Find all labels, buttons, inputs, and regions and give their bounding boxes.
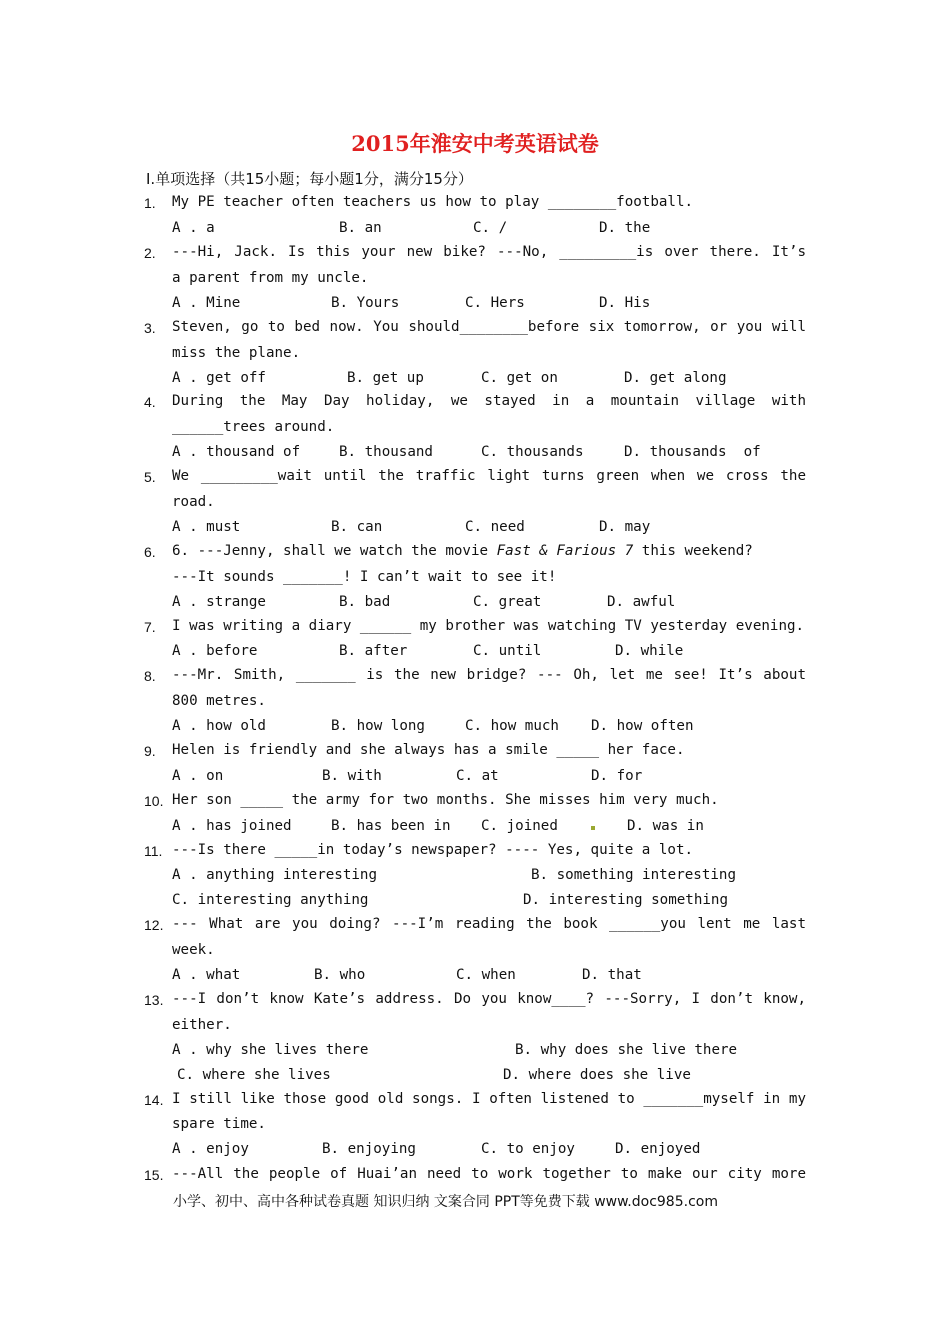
question-text: ---I don’t know Kate’s address. Do you know____? ---Sorry, I don’t know,: [172, 991, 806, 1007]
option-a: A . why she lives there: [172, 1042, 369, 1058]
option-b: B. how long: [331, 718, 425, 734]
option-b: B. with: [322, 768, 382, 784]
question-number: 9.: [144, 743, 156, 759]
option-c: C. where she lives: [177, 1067, 331, 1083]
option-d: D. awful: [607, 594, 676, 610]
question-text: a parent from my uncle.: [172, 270, 369, 286]
option-b: B. something interesting: [531, 867, 736, 883]
option-c: C. at: [456, 768, 499, 784]
question-text: 800 metres.: [172, 693, 266, 709]
question-number: 2.: [144, 245, 156, 261]
option-c: C. /: [473, 220, 508, 236]
question-text: --- What are you doing? ---I’m reading the book ______you lent me last: [172, 916, 806, 932]
option-d: D. may: [599, 519, 651, 535]
question-text: We _________wait until the traffic light turns green when we cross the: [172, 468, 806, 484]
option-c: C. get on: [481, 370, 558, 386]
option-a: A . before: [172, 643, 258, 659]
question-text: ---Hi, Jack. Is this your new bike? ---No, _________is over there. It’s: [172, 244, 806, 260]
question-number: 15.: [144, 1167, 164, 1183]
question-text: During the May Day holiday, we stayed in a mountain village with: [172, 393, 806, 409]
option-a: A . must: [172, 519, 241, 535]
question-text: I was writing a diary ______ my brother was watching TV yesterday evening.: [172, 618, 805, 634]
question-number: 1.: [144, 195, 156, 211]
question-text: I still like those good old songs. I often listened to _______myself in my: [172, 1091, 806, 1107]
option-b: B. get up: [347, 370, 424, 386]
option-a: A . strange: [172, 594, 266, 610]
option-c: C. how much: [465, 718, 559, 734]
question-text: Steven, go to bed now. You should________before six tomorrow, or you will: [172, 319, 806, 335]
question-text-part: 6. ---Jenny, shall we watch the movie: [172, 543, 497, 559]
page-title: 2015年淮安中考英语试卷: [351, 131, 599, 156]
option-c: C. when: [456, 967, 516, 983]
option-b: B. has been in: [331, 818, 451, 834]
option-a: A . has joined: [172, 818, 292, 834]
option-d: D. for: [591, 768, 643, 784]
option-c: C. joined: [481, 818, 558, 834]
option-a: A . enjoy: [172, 1141, 249, 1157]
option-a: A . get off: [172, 370, 266, 386]
option-d: D. enjoyed: [615, 1141, 701, 1157]
movie-title: Fast & Farious 7: [496, 543, 634, 559]
option-a: A . what: [172, 967, 241, 983]
question-number: 13.: [144, 992, 164, 1008]
question-text: ---It sounds _______! I can’t wait to see it!: [172, 569, 557, 585]
option-b: B. Yours: [331, 295, 400, 311]
question-text: week.: [172, 942, 215, 958]
option-b: B. bad: [339, 594, 391, 610]
option-d: D. His: [599, 295, 651, 311]
option-d: D. thousands of: [624, 444, 761, 460]
question-number: 6.: [144, 544, 156, 560]
option-a: A . on: [172, 768, 224, 784]
section-heading: Ⅰ.单项选择（共15小题；每小题1分，满分15分）: [146, 170, 473, 188]
option-d: D. how often: [591, 718, 694, 734]
question-text: My PE teacher often teachers us how to play ________football.: [172, 194, 694, 210]
option-c: C. great: [473, 594, 542, 610]
question-text: [172, 543, 806, 559]
question-text: ______trees around.: [172, 419, 335, 435]
question-text: road.: [172, 494, 215, 510]
option-b: B. why does she live there: [515, 1042, 738, 1058]
question-text: ---Is there _____in today’s newspaper? ---- Yes, quite a lot.: [172, 842, 694, 858]
option-b: B. after: [339, 643, 408, 659]
option-d: D. the: [599, 220, 651, 236]
option-b: B. can: [331, 519, 383, 535]
option-c: C. to enjoy: [481, 1141, 575, 1157]
option-a: A . a: [172, 220, 215, 236]
option-a: A . Mine: [172, 295, 241, 311]
option-a: A . how old: [172, 718, 266, 734]
question-text: Her son _____ the army for two months. She misses him very much.: [172, 792, 719, 808]
option-d: D. where does she live: [503, 1067, 691, 1083]
question-number: 3.: [144, 320, 156, 336]
option-c: C. until: [473, 643, 542, 659]
option-d: D. get along: [624, 370, 727, 386]
question-text: ---All the people of Huai’an need to work together to make our city more: [172, 1166, 806, 1182]
question-number: 4.: [144, 394, 156, 410]
option-b: B. who: [314, 967, 366, 983]
question-text-part: this weekend?: [633, 543, 753, 559]
question-number: 14.: [144, 1092, 164, 1108]
question-text: Helen is friendly and she always has a smile _____ her face.: [172, 742, 685, 758]
question-text: either.: [172, 1017, 232, 1033]
option-d: D. that: [582, 967, 642, 983]
option-c: C. Hers: [465, 295, 525, 311]
option-a: A . anything interesting: [172, 867, 377, 883]
option-a: A . thousand of: [172, 444, 301, 460]
option-b: B. thousand: [339, 444, 433, 460]
question-number: 8.: [144, 668, 156, 684]
question-number: 7.: [144, 619, 156, 635]
question-text: miss the plane.: [172, 345, 301, 361]
option-b: B. an: [339, 220, 382, 236]
question-number: 5.: [144, 469, 156, 485]
option-c: C. thousands: [481, 444, 584, 460]
option-d: D. was in: [627, 818, 704, 834]
question-text: ---Mr. Smith, _______ is the new bridge? --- Oh, let me see! It’s about: [172, 667, 806, 683]
question-number: 11.: [144, 843, 163, 859]
question-text: spare time.: [172, 1116, 266, 1132]
option-d: D. interesting something: [523, 892, 728, 908]
stray-dot: [591, 826, 595, 830]
option-b: B. enjoying: [322, 1141, 416, 1157]
question-number: 12.: [144, 917, 164, 933]
option-c: C. need: [465, 519, 525, 535]
question-number: 10.: [144, 793, 164, 809]
option-d: D. while: [615, 643, 684, 659]
option-c: C. interesting anything: [172, 892, 369, 908]
footer-note: 小学、初中、高中各种试卷真题 知识归纳 文案合同 PPT等免费下载 www.doc985.com: [173, 1194, 718, 1210]
